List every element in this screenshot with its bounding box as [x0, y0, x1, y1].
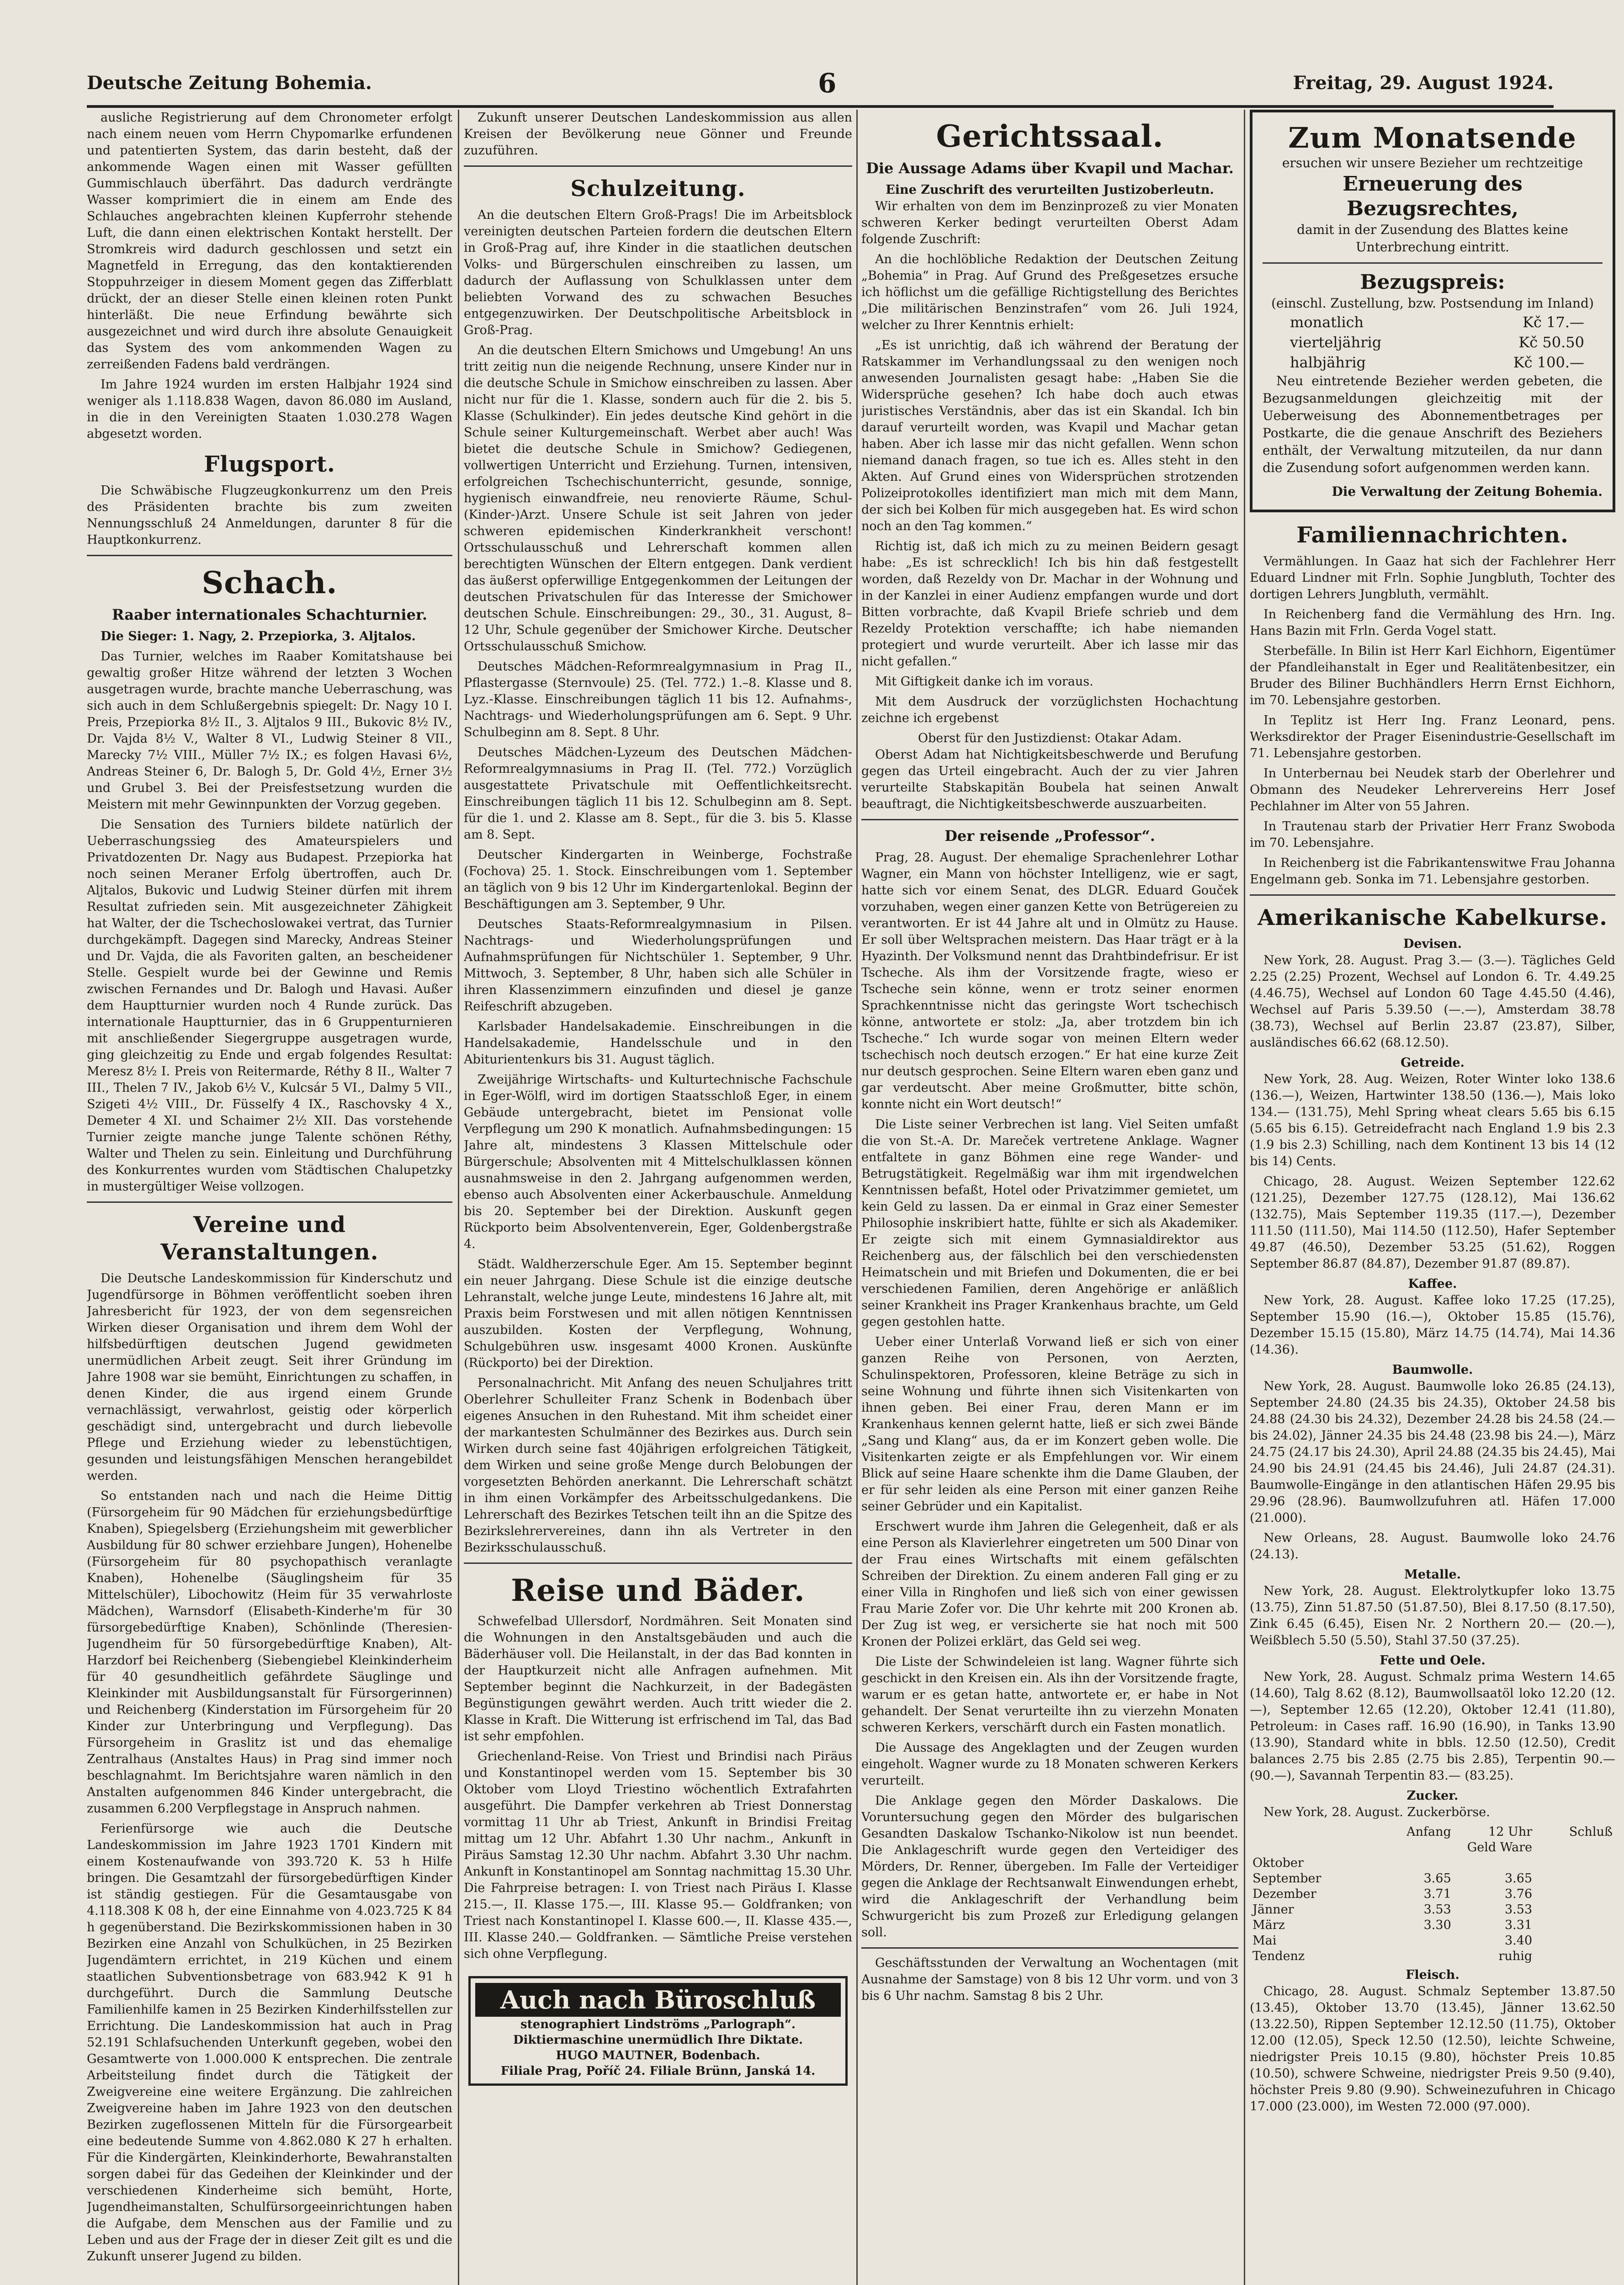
value-cell: 3.71: [1423, 1887, 1451, 1901]
subscription-box: [1250, 110, 1615, 512]
subsection-title: Fette und Oele.: [1380, 1653, 1486, 1668]
value-cell: 3.65: [1505, 1871, 1533, 1886]
market-report: New York, 28. August. Prag 3.— (3.—). Tägliches Geld 2.25 (2.25) Prozent, Wechsel auf London 6. Tr. 4.49.25 (4.46.75), Wechsel auf London 60 Tage 4.45.50 (4.46), Wechsel auf Paris 5.39.50 (—.—), Amsterdam 38.78 (38.73), Wechsel auf Berlin 23.87 (23.87), Silber, ausländisches 66.62 (68.12.50).: [1250, 953, 1615, 1050]
price-label: vierteljährig: [1290, 334, 1382, 351]
table-row: [1250, 1918, 1615, 1933]
divider: [464, 1562, 852, 1564]
article-paragraph: Richtig ist, daß ich mich zu zu meinen Beidern gesagt habe: „Es ist schrecklich! Ich bis hin daß festgestellt worden, daß Rezeldy von Dr. Machar in der Wohnung und in der Kanzlei in einer Audienz empfangen wurde und dort Bitten vorbrachte, daß Kvapil Briefe schrieb und dem Rezeldy Protektion verschaffte; ich habe niemanden protegiert und wurde verurteilt. Aber ich lasse mir das nicht gefallen.“: [861, 539, 1238, 669]
article-paragraph: Die Deutsche Landeskommission für Kinderschutz und Jugendfürsorge in Böhmen veröffentlicht soeben ihren Jahresbericht für 1923, der von dem segensreichen Wirken dieser Organisation und ihrem dem Wohl der hilfsbedürftigen deutschen Jugend gewidmeten unermüdlichen Arbeit zeugt. Seit ihrer Gründung im Jahre 1908 war sie bemüht, Einrichtungen zu schaffen, in denen Kinder, die aus irgend einem Grunde vernachlässigt, verwahrlost, geistig oder körperlich geschädigt sind, untergebracht und durch liebevolle Pflege und Erziehung wieder zu lebenstüchtigen, gesunden und leistungsfähigen Menschen herangebildet werden.: [87, 1271, 452, 1483]
article-headline: Raaber internationales Schachturnier.: [112, 606, 427, 623]
price-value: Kč 17.—: [1523, 314, 1584, 331]
market-report: New York, 28. August. Zuckerbörse.: [1263, 1805, 1490, 1819]
subsection-title: Metalle.: [1404, 1568, 1461, 1582]
article-paragraph: Deutscher Kindergarten in Weinberge, Fochstraße (Fochova) 25. 1. Stock. Einschreibungen vom 1. September an täglich von 9 bis 12 Uhr im Kindergartenlokal. Beginn der Beschäftigungen am 3. September, 9 Uhr.: [464, 848, 852, 911]
article-paragraph: Städt. Waldherzerschule Eger. Am 15. September beginnt ein neuer Jahrgang. Diese Schule ist die einzige deutsche Lehranstalt, welche junge Leute, mindestens 16 Jahre alt, mit Praxis beim Forstwesen und mit allen nötigen Kenntnissen auszubilden. Kosten der Verpflegung, Wohnung, Schulgebühren usw. insgesamt 4000 Kronen. Auskünfte (Rückporto) bei der Direktion.: [464, 1257, 852, 1370]
section-title-gerichtssaal: Gerichtssaal.: [936, 118, 1164, 154]
table-row: [1250, 1855, 1615, 1871]
box-signature: Die Verwaltung der Zeitung Bohemia.: [1332, 484, 1603, 499]
ad-line: Filiale Prag, Poříč 24. Filiale Brünn, Janská 14.: [500, 2064, 816, 2078]
divider: [1263, 262, 1603, 264]
ad-line: HUGO MAUTNER, Bodenbach.: [556, 2049, 760, 2062]
market-report: New York, 28. August. Elektrolytkupfer loko 13.75 (13.75), Zinn 51.87.50 (51.87.50), Blei 8.17.50 (8.17.50), Zink 6.45 (6.45), Eisen Nr. 2 Northern 20.— (20.—), Weißblech 5.50 (5.50), Stahl 37.50 (37.25).: [1250, 1584, 1615, 1647]
article-paragraph: Personalnachricht. Mit Anfang des neuen Schuljahres tritt Oberlehrer Schulleiter Franz Schenk in Bodenbach über eigenes Ansuchen in den Ruhestand. Mit ihm scheidet einer der markantesten Schulmänner des Bezirkes aus. Durch sein Wirken durch seine fast 40jährigen erfolgreichen Tätigkeit, dem Wirken und seine große Menge durch Belobungen der vorgesetzten Behörden anerkannt. Die Lehrerschaft schätzt in ihm einen Vorkämpfer des Arbeitsschulgedankens. Die Lehrerschaft des Bezirkes Tetschen teilt ihn an die Spitze des Bezirkslehrervereines, dann ihn als Vertreter in den Bezirksschulausschuß.: [464, 1376, 852, 1555]
month-cell: Dezember: [1252, 1887, 1316, 1901]
month-cell: Mai: [1252, 1934, 1277, 1948]
section-title-flugsport: Flugsport.: [204, 452, 335, 477]
market-report: New York, 28. August. Kaffee loko 17.25 (17.25), September 15.90 (16.—), Oktober 15.85 (15.76), Dezember 15.15 (15.80), März 14.75 (14.74), Mai 14.36 (14.36).: [1250, 1293, 1615, 1357]
table-row: [1250, 1886, 1615, 1902]
value-cell: 3.31: [1505, 1918, 1533, 1932]
table-row: [1250, 1933, 1615, 1949]
subsection-title: Devisen.: [1403, 937, 1462, 951]
article-paragraph: An die deutschen Eltern Groß-Prags! Die im Arbeitsblock vereinigten deutschen Parteien fordern die deutschen Eltern in Groß-Prag auf, ihre Kinder in die staatlichen deutschen Volks- und Bürgerschulen einschreiben zu lassen, um dadurch der Auflassung von Schulklassen unter dem beliebten Vorwand des zu schwachen Besuches entgegenzuwirken. Der Deutschpolitische Arbeitsblock in Groß-Prag.: [464, 208, 852, 337]
article-paragraph: So entstanden nach und nach die Heime Dittig (Fürsorgeheim für 90 Mädchen für erziehungsbedürftige Knaben), Spiegelsberg (Erziehungsheim mit gewerblicher Ausbildung für 80 schwer erziehbare Jungen), Hohenelbe (Fürsorgeheim für 80 psychopathisch veranlagte Knaben), Hohenelbe (Säuglingsheim für 35 Mittelschüler), Libochowitz (Heim für 35 verwahrloste Mädchen), Warnsdorf (Elisabeth-Kinderhe'm für 30 fürsorgebedürftige Knaben), Schönlinde (Theresien-Jugendheim für 50 fürsorgebedürftige Knaben), Alt-Harzdorf bei Reichenberg (Siebengiebel Kleinkinderheim für 40 gesundheitlich gefährdete Säuglinge und Kleinkinder mit Ausbildungsanstalt für Fürsorgerinnen) und Reichenberg (Kinderstation im Fürsorgeheim für 20 Kinder zur Unterbringung und Verpflegung). Das Fürsorgeheim in Graslitz ist und das ehemalige Zentralhaus (Anstaltes Haus) in Prag sind immer noch beschlagnahmt. Im Berichtsjahre waren nämlich in den Anstalten aufgenommen 846 Kinder untergebracht, die zusammen 6.200 Verpflegstage in Anspruch nahmen.: [87, 1489, 452, 1816]
column-rule: [856, 110, 858, 2285]
section-title-schach: Schach.: [202, 565, 338, 600]
price-row: [1263, 352, 1603, 372]
value-cell: [1535, 1886, 1615, 1902]
article-headline: Der reisende „Professor“.: [945, 827, 1155, 845]
value-cell: [1535, 1871, 1615, 1886]
article-paragraph: Ueber einer Unterlaß Vorwand ließ er sich von einer ganzen Reihe von Personen, von Aerzten, Schulinspektoren, Professoren, kleine Beträge zu sich in seine Wohnung und führte ihnen sich Visitenkarten von ihnen geben. Bei einer Frau, deren Mann er im Krankenhaus kennen gelernt hatte, ließ er sich zwei Bände „Sang und Klang“ aus, da er im Konzert geben wolle. Die Visitenkarten zeigte er als Empfehlungen vor. Wir einem Blick auf seine Haare schenkte ihm die Dame Glauben, der er für sehr leiden als eine Person mit einer ganzen Reihe seiner Gebrüder und ein Kapitalist.: [861, 1335, 1238, 1514]
section-title-schulzeitung: Schulzeitung.: [570, 176, 746, 202]
price-label: halbjährig: [1290, 354, 1366, 371]
value-cell: 3.76: [1505, 1887, 1533, 1901]
value-cell: 3.30: [1423, 1918, 1451, 1932]
article-paragraph: Zweijährige Wirtschafts- und Kulturtechnische Fachschule in Eger-Wölfl, wird im dortigen Staatsschloß Eger, in einem Gebäude untergebracht, bietet im Pensionat volle Verpflegung um 290 K monatlich. Aufnahmsbedingungen: 15 Jahre alt, mindestens 3 Klassen Mittelschule oder Bürgerschule; Absolventen mit 4 Mittelschulklassen können ausnahmsweise in den 2. Jahrgang aufgenommen werden, ebenso auch Absolventen einer Ackerbauschule. Anmeldung bis 20. September bei der Direktion. Auskunft gegen Rückporto beim Absolventenverein, Eger, Goldenbergstraße 4.: [464, 1073, 852, 1251]
article-paragraph: Oberst Adam hat Nichtigkeitsbeschwerde und Berufung gegen das Urteil eingebracht. Auch der zu vier Jahren verurteilte Stabskapitän Boubela hat seinen Anwalt beauftragt, die Nichtigkeitsbeschwerde auszuarbeiten.: [861, 748, 1238, 811]
office-hours-notice: Geschäftsstunden der Verwaltung an Wochentagen (mit Ausnahme der Samstage) von 8 bis 12 Uhr vorm. und von 3 bis 6 Uhr nachm. Samstag 8 bis 2 Uhr.: [861, 1956, 1238, 2003]
value-cell: 3.40: [1505, 1934, 1533, 1948]
month-cell: Tendenz: [1252, 1949, 1305, 1963]
article-paragraph: „Es ist unrichtig, daß ich während der Beratung der Ratskammer im Verhandlungssaal zu den wenigen noch anwesenden Journalisten gesagt habe: „Haben Sie die Widersprüche gesehen? Ich habe doch auch etwas juristisches Verständnis, aber das ist ein Skandal. Ich bin darauf verurteilt worden, was Kvapil und Machar getan haben. Aber ich lasse mir das nicht gefallen. Wenn schon niemand danach fragen, so tue ich es. Alles steht in den Akten. Auf Grund eines von Widersprüchen strotzenden Polizeiprotokolles identifiziert man mich mit dem Mann, der sich bei Kolben für mich ausgegeben hat. Es wird schon noch an den Tag kommen.“: [861, 338, 1238, 533]
value-cell: [1454, 1855, 1535, 1871]
article-paragraph: Griechenland-Reise. Von Triest und Brindisi nach Piräus und Konstantinopel werden vom 15. September bis 30 Oktober vom Lloyd Triestino wöchentlich Extrafahrten ausgeführt. Die Dampfer verkehren ab Triest Donnerstag vormittag 11 Uhr ab Triest, Ankunft in Brindisi Freitag mittag um 12 Uhr. Abfahrt 1.30 Uhr nachm., Ankunft in Piräus Samstag 12.30 Uhr nachm. Abfahrt 3.30 Uhr nachm. Ankunft in Konstantinopel am Sonntag nachmittag 15.30 Uhr. Die Fahrpreise betragen: I. von Triest nach Piräus I. Klasse 215.—, II. Klasse 175.—, III. Klasse 95.— Goldfranken; von Triest nach Konstantinopel I. Klasse 600.—, II. Klasse 435.—, III. Klasse 240.— Goldfranken. — Sämtliche Preise verstehen sich ohne Verpflegung.: [464, 1749, 852, 1961]
month-cell: Jänner: [1252, 1902, 1294, 1917]
market-report: New York, 28. August. Schmalz prima Western 14.65 (14.60), Talg 8.62 (8.12), Baumwollsaatöl loko 12.20 (12.—), September 12.65 (12.20), Oktober 12.41 (11.80), Petroleum: in Cases raff. 16.90 (16.90), in Tanks 13.90 (13.90), Standard white in bbls. 12.50 (12.50), Credit balances 2.75 bis 2.85 (2.75 bis 2.85), Terpentin 90.— (90.—), Savannah Terpentin 83.— (83.25).: [1250, 1670, 1615, 1783]
subsection-title: Zucker.: [1406, 1789, 1459, 1803]
ad-line: stenographiert Lindströms „Parlograph“.: [520, 2018, 796, 2031]
table-header: 12 Uhr: [1488, 1825, 1533, 1839]
page-header: [87, 64, 1554, 108]
price-row: [1263, 312, 1603, 332]
article-paragraph: Schwefelbad Ullersdorf, Nordmähren. Seit Monaten sind die Wohnungen in den Anstaltsgebäuden und auch die Bäderhäuser voll. Die Heilanstalt, in der das Bad konnten in der Hauptkurzeit nicht alle Anfragen aufnehmen. Mit September beginnt die Nachkurzeit, in der Badegästen Begünstigungen gewährt werden. Auch tritt wieder die 2. Klasse in Kraft. Die Witterung ist erfrischend im Tal, das Bad ist sehr empfohlen.: [464, 1614, 852, 1743]
article-paragraph: Im Jahre 1924 wurden im ersten Halbjahr 1924 sind weniger als 1.118.838 Wagen, davon 86.080 im Ausland, in die in den Vereinigten Staaten 1.030.278 Wagen abgesetzt worden.: [87, 377, 452, 441]
masthead-left: Deutsche Zeitung Bohemia.: [87, 72, 372, 94]
article-paragraph: Sterbefälle. In Bilin ist Herr Karl Eichhorn, Eigentümer der Pfandleihanstalt in Eger und Realitätenbesitzer, ein Bruder des Biliner Buchhändlers Herrn Ernst Eichhorn, im 70. Lebensjahre gestorben.: [1250, 644, 1615, 707]
date-line: Freitag, 29. August 1924.: [1293, 72, 1554, 94]
ad-title: Auch nach Büroschluß: [475, 1983, 841, 2017]
price-value: Kč 100.—: [1513, 354, 1584, 371]
article-paragraph: Deutsches Staats-Reformrealgymnasium in Pilsen. Nachtrags- und Wiederholungsprüfungen und Aufnahmsprüfungen für Nichtschüler 1. September, 9 Uhr. Mittwoch, 3. September, 8 Uhr, haben sich alle Schüler in ihren Klassenzimmern einzufinden und diesel je ganze Reifeschrift abzugeben.: [464, 917, 852, 1014]
table-subheader: Geld Ware: [1467, 1840, 1533, 1855]
market-report: Chicago, 28. August. Weizen September 122.62 (121.25), Dezember 127.75 (128.12), Mai 136.62 (132.75), Mais September 119.35 (117.—), Dezember 111.50 (111.50), Mai 114.50 (112.50), Hafer September 49.87 (46.50), Dezember 53.25 (51.62), Roggen September 86.87 (84.87), Dezember 91.87 (89.87).: [1250, 1174, 1615, 1271]
value-cell: 3.53: [1505, 1902, 1533, 1917]
month-cell: Oktober: [1252, 1856, 1304, 1870]
article-paragraph: Die Schwäbische Flugzeugkonkurrenz um den Preis des Präsidenten brachte bis zum zweiten Nennungsschluß 24 Anmeldungen, darunter 8 für die Hauptkonkurrenz.: [87, 484, 452, 547]
value-cell: [1535, 1918, 1615, 1933]
column-4: [1250, 110, 1615, 2285]
box-text: Neu eintretende Bezieher werden gebeten, die Bezugsanmeldungen gleichzeitig mit der Ueberweisung des Abonnementbetrages per Postkarte, die die genaue Anschrift des Beziehers enthält, der Verwaltung mitzuteilen, da nur dann die Zusendung sofort aufgenommen werden kann.: [1263, 373, 1603, 475]
article-paragraph: Die Liste der Schwindeleien ist lang. Wagner führte sich geschickt in den Kreisen ein. Als ihn der Vorsitzende fragte, warum er es getan hatte, antwortete er, er habe in Not gehandelt. Der Senat verurteilte ihn zu vierzehn Monaten schweren Kerkers, verschärft durch ein Fasten monatlich.: [861, 1655, 1238, 1735]
value-cell: [1535, 1902, 1615, 1918]
price-subtitle: (einschl. Zustellung, bzw. Postsendung im Inland): [1271, 296, 1594, 311]
column-1: [87, 110, 452, 2285]
column-rule: [1244, 110, 1245, 2285]
price-title: Bezugspreis:: [1360, 271, 1505, 294]
article-paragraph: In Unterbernau bei Neudek starb der Oberlehrer und Obmann des Neudeker Lehrervereins Herr Josef Pechlahner im Alter von 55 Jahren.: [1250, 766, 1615, 813]
divider: [87, 1201, 452, 1203]
market-report: New Orleans, 28. August. Baumwolle loko 24.76 (24.13).: [1250, 1531, 1615, 1562]
article-paragraph: Ferienfürsorge wie auch die Deutsche Landeskommission im Jahre 1923 1701 Kindern mit einem Kostenaufwande von 393.720 K. 53 h Hilfe bringen. Die Gesamtzahl der fürsorgebedürftigen Kinder ist ständig gestiegen. Für die Gesamtausgabe von 4.118.308 K 08 h, der eine Einnahme von 4.023.725 K 84 h gegenüberstand. Die Bezirkskommissionen haben in 30 Bezirken eine Anzahl von Schulküchen, in 25 Bezirken Jugendämtern errichtet, in 219 Küchen und einem staatlichen Subventionsbetrage von 683.942 K 91 h durchgeführt. Durch die Sammlung Deutsche Familienhilfe kamen in 25 Bezirken Kinderhilfsstellen zur Errichtung. Die Landeskommission hat auch in Prag 52.191 Schlafsuchenden Unterkunft gegeben, wobei den Gesamtwerte von 1.000.000 K entsprechen. Die zentrale Arbeitsteilung findet durch die Tätigkeit der Zweigvereine eine weitere Ergänzung. Die zahlreichen Zweigvereine haben im Jahre 1923 von den deutschen Bezirken zugeflossenen Mitteln für die Fürsorgearbeit eine bedeutende Summe von 4.862.080 K 27 h erhalten. Für die Kindergärten, Kleinkinderhorte, Bewahranstalten sorgen dabei für das Gedeihen der Kleinkinder und der verschiedenen Kinderheime sich bemüht, Horte, Jugendheimanstalten, Schulfürsorgeeinrichtungen haben die Aufgabe, dem Menschen aus der Familie und zu Leben und aus der Frage der in dieser Zeit gilt es und die Zukunft unserer Jugend zu bilden.: [87, 1822, 452, 2264]
article-paragraph: Vermählungen. In Gaaz hat sich der Fachlehrer Herr Eduard Lindner mit Frln. Sophie Jungbluth, Tochter des dortigen Lehrers Jungbluth, vermählt.: [1250, 554, 1615, 601]
value-cell: [1372, 1933, 1454, 1949]
divider: [87, 555, 452, 556]
table-header-row: [1250, 1824, 1615, 1840]
price-list: [1263, 312, 1603, 372]
month-cell: September: [1252, 1871, 1321, 1886]
subsection-title: Getreide.: [1401, 1056, 1465, 1070]
table-header: Schluß: [1569, 1825, 1613, 1839]
value-cell: [1535, 1933, 1615, 1949]
market-report: Chicago, 28. August. Schmalz September 13.87.50 (13.45), Oktober 13.70 (13.45), Jänner 13.62.50 (13.22.50), Rippen September 12.12.50 (11.75), Oktober 12.00 (12.05), Speck 12.50 (12.50), leichte Schweine, niedrigster Preis 10.15 (9.80), höchster Preis 10.85 (10.50), schwere Schweine, niedrigster Preis 9.50 (9.40), höchster Preis 9.80 (9.90). Schweinezufuhren in Chicago 17.000 (23.000), im Westen 72.000 (97.000).: [1250, 1984, 1615, 2114]
box-headline: Erneuerung des Bezugsrechtes,: [1343, 172, 1523, 220]
market-report: New York, 28. Aug. Weizen, Roter Winter loko 138.6 (136.—), Weizen, Hartwinter 138.50 (136.—), Mais loko 134.— (131.75), Mehl Spring wheat clears 5.65 bis 6.15 (5.65 bis 6.15). Getreidefracht nach England 1.9 bis 2.3 (1.9 bis 2.3) Schilling, nach dem Kontinent 13 bis 14 (12 bis 14) Cents.: [1250, 1072, 1615, 1169]
article-paragraph: ausliche Registrierung auf dem Chronometer erfolgt nach einem neuen vom Herrn Chypomarlke erfundenen und patentierten System, das darin besteht, daß der ankommende Wagen einen mit Wasser gefüllten Gummischlauch überfährt. Das dadurch verdrängte Wasser komprimiert die in einem am Ende des Schlauches angebrachten kleinen Kupferrohr stehende Luft, die dann einen elektrischen Kontakt herstellt. Der Stromkreis wird dadurch geschlossen und setzt ein Magnetfeld in Erregung, das den kontaktierenden Stoppuhrzeiger in diesem Moment gegen das Zifferblatt drückt, der an dieser Stelle einen kleinen roten Punkt hinterläßt. Die neue Erfindung bewährte sich ausgezeichnet und wird durch ihre absolute Genauigkeit das System des vom ankommenden Wagen zu zerreißenden Fadens bald verdrängen.: [87, 111, 452, 372]
article-paragraph: Die Aussage des Angeklagten und der Zeugen wurden eingeholt. Wagner wurde zu 18 Monaten schweren Kerkers verurteilt.: [861, 1741, 1238, 1788]
price-row: [1263, 332, 1603, 352]
box-text: damit in der Zusendung des Blattes keine Unterbrechung eintritt.: [1297, 222, 1568, 255]
article-paragraph: Prag, 28. August. Der ehemalige Sprachenlehrer Lothar Wagner, ein Mann von höchster Intelligenz, wie er sagt, hatte sich vor einem Senat, des DLGR. Eduard Gouček vorzuhaben, wegen einer ganzen Kette von Betrügereien zu verantworten. Er ist 44 Jahre alt und in Olmütz zu Hause. Er soll über Weltsprachen meistern. Das Haar trägt er à la Hyazinth. Der Volksmund nennt das Drahtbindefrisur. Er ist Tscheche. Als ihm der Vorsitzende fragte, wieso er Tscheche sein könne, wenn er trotz seiner enormen Sprachkenntnisse nicht das geringste Wort tschechisch könne, antwortete er stolz: „Ja, aber trotzdem bin ich Tscheche.“ Ich wurde sogar von meinen Eltern weder tschechisch noch deutsch erzogen.“ Er hat eine kurze Zeit nur deutsch gesprochen. Seine Eltern waren eben ganz und gar verdeutscht. Aber meine Großmutter, bitte schön, konnte nicht ein Wort deutsch!“: [861, 850, 1238, 1111]
value-cell: [1535, 1949, 1615, 1964]
value-cell: ruhig: [1498, 1949, 1533, 1963]
article-paragraph: Die Sensation des Turniers bildete natürlich der Ueberraschungssieg des Amateurspielers und Privatdozenten Dr. Nagy aus Budapest. Przepiorka hat noch seinen Meraner Erfolg übertroffen, auch Dr. Aljtalos, Bukovic und Ludwig Steiner dürfen mit ihrem Resultat zufrieden sein. Mit ausgezeichneter Zähigkeit hat Walter, der die Tschechoslowakei vertrat, das Turnier durchgekämpft. Dagegen sind Marecky, Andreas Steiner und Dr. Vajda, die als Favoriten galten, an bescheidener Stelle. Gespielt wurde bei der Gewinne und Remis zwischen Fernandes und Dr. Balogh und Havasi. Außer dem Hauptturnier wurden noch 4 Runde zurück. Das internationale Hauptturnier, das in 6 Gruppenturnieren mit anschließender Siegergruppe ausgetragen wurde, ging gleichzeitig zu Ende und ergab folgendes Resultat: Meresz 8½ I. Preis von Reitermarde, Réthy 8 II., Walter 7 III., Thelen 7 IV., Jakob 6½ V., Kulcsár 5 VI., Dalmy 5 VII., Szigeti 4½ VIII., Dr. Füsselfy 4 IX., Raschovsky 4 X., Demeter 4 XI. und Schaimer 2½ XII. Das vorstehende Turnier zeigte manche junge Talente schönen Réthy, Walter und Thelen zu sein. Einleitung und Durchführung des Konkurrentes wurden vom Städtischen Chalupetzky in mustergültiger Weise vollzogen.: [87, 818, 452, 1194]
article-paragraph: Deutsches Mädchen-Reformrealgymnasium in Prag II., Pflastergasse (Sternvoule) 25. (Tel. 772.) 1.–8. Klasse und 8. Lyz.-Klasse. Einschreibungen täglich 11 bis 12. Aufnahms-, Nachtrags- und Wiederholungsprüfungen am 6. Sept. 9 Uhr. Schulbeginn am 8. Sept. 8 Uhr.: [464, 659, 852, 739]
divider: [464, 165, 852, 167]
advertisement: [468, 1976, 848, 2086]
month-cell: März: [1252, 1918, 1285, 1932]
article-paragraph: Mit Giftigkeit danke ich im voraus.: [875, 675, 1093, 689]
article-subheadline: Eine Zuschrift des verurteilten Justizoberleutn.: [886, 183, 1214, 197]
article-paragraph: Erschwert wurde ihm Jahren die Gelegenheit, daß er als eine Person als Klavierlehrer eingetreten um 500 Dinar von der Frau eines Wirtschafts mit einem gefälschten Schreiben der Direktion. Zu einem anderen Fall ging er zu einer Villa in Ringhofen und ließ sich von einer gewissen Frau Marie Zofer vor. Die Uhr kehrte mit 200 Kronen ab. Der Zug ist weg, er versicherte sie hat noch mit 500 Kronen der Polizei erklärt, das Geld sei weg.: [861, 1520, 1238, 1649]
column-2: [464, 110, 852, 2285]
column-3: [861, 110, 1238, 2285]
article-paragraph: An die deutschen Eltern Smichows und Umgebung! An uns tritt zeitig nun die neigende Rechnung, unsere Kinder nur in die deutsche Schule in Smichow einschreiben zu lassen. Aber nicht nur für die 1. Klasse, sondern auch für die 2. bis 5. Klasse (Schulkinder). Ein jedes deutsche Kind gehört in die Schule seiner Kulturgemeinschaft. Werbet aber auch! Was bietet die deutsche Schule in Smichow? Gediegenen, vollwertigen Unterricht und Erziehung. Turnen, intensiven, erfolgreichen Tschechischunterricht, gesunde, sonnige, hygienisch einwandfreie, neu renovierte Räume, Schul-(Kinder-)Arzt. Unsere Schule ist seit Jahren von jeder schweren epidemischen Kinderkrankheit verschont! Ortsschulausschuß und Lehrerschaft kommen allen berechtigten Wünschen der Eltern entgegen. Dank verdient das äußerst opferwillige Entgegenkommen der Leitungen der deutschen Privatschulen für das Interesse der Smichower deutschen Schule. Einschreibungen: 29., 30., 31. August, 8–12 Uhr, Schule gegenüber der Smichower Kirche. Deutscher Ortsschulausschuß Smichow.: [464, 343, 852, 654]
table-row: [1250, 1949, 1615, 1964]
article-headline: Die Aussage Adams über Kvapil und Machar.: [866, 159, 1234, 177]
market-report: New York, 28. August. Baumwolle loko 26.85 (24.13), September 24.80 (24.35 bis 24.35), Oktober 24.58 bis 24.88 (24.30 bis 24.32), Dezember 24.28 bis 24.58 (24.— bis 24.02), Jänner 24.35 bis 24.48 (23.98 bis 24.—), März 24.75 (24.17 bis 24.30), April 24.88 (24.35 bis 24.45), Mai 24.90 bis 24.91 (24.45 bis 24.46), Juli 24.87 (24.31). Baumwolle-Eingänge in den atlantischen Häfen 29.95 bis 29.96 (28.96). Baumwollzufuhren atl. Häfen 17.000 (21.000).: [1250, 1379, 1615, 1525]
divider: [861, 819, 1238, 820]
article-lead: Die Sieger: 1. Nagy, 2. Przepiorka, 3. Aljtalos.: [101, 629, 416, 643]
article-paragraph: An die hochlöbliche Redaktion der Deutschen Zeitung „Bohemia“ in Prag. Auf Grund des Preßgesetzes ersuche ich höflichst um die gefällige Richtigstellung des Berichtes „Die militärischen Benzinstrafen“ vom 26. Juli 1924, welcher zu Ihrer Kenntnis erhielt:: [861, 252, 1238, 332]
article-paragraph: Die Anklage gegen den Mörder Daskalows. Die Voruntersuchung gegen den Mörder des bulgarischen Gesandten Daskalow Tschanko-Nikolow ist nun beendet. Die Anklageschrift wurde gegen den Verteidiger des Mörders, Dr. Renner, übergeben. Im Falle der Verteidiger gegen die Anklage der Rechtsanwalt Einwendungen erhebt, wird die Anklageschrift der Verhandlung beim Schwurgericht bis zum Prozeß zur Erledigung gelangen soll.: [861, 1794, 1238, 1940]
subsection-title: Kaffee.: [1408, 1277, 1457, 1291]
page-number: 6: [818, 68, 837, 99]
table-subheader-row: [1250, 1840, 1615, 1855]
article-paragraph: In Trautenau starb der Privatier Herr Franz Swoboda im 70. Lebensjahre.: [1250, 819, 1615, 850]
ad-line: Diktiermaschine unermüdlich Ihre Diktate.: [513, 2033, 803, 2047]
column-rule: [458, 110, 459, 2285]
article-paragraph: Mit dem Ausdruck der vorzüglichsten Hochachtung zeichne ich ergebenst: [861, 695, 1238, 725]
divider: [861, 1947, 1238, 1949]
article-paragraph: Die Liste seiner Verbrechen ist lang. Viel Seiten umfaßt die von St.-A. Dr. Mareček vertretene Anklage. Wagner entfaltete in ganz Böhmen eine rege Wander- und Betrugstätigkeit. Regelmäßig war ihm mit irgendwelchen Kenntnissen befaßt, Hotel oder Privatzimmer gemietet, um kein Geld zu lassen. Da er einmal in Graz einer Semester Philosophie inskribiert hatte, fühlte er sich als Akademiker. Er zeigte sich mit einem Gymnasialdirektor aus Reichenberg aus, der fälschlich bei den verschiedensten Heimatschein und mit Briefen und Dokumenten, die er bei verschiedenen Familien, deren Angehörige er anläßlich seiner Krankheit ins Prager Krankenhaus brachte, um Geld gegen gestohlen hatte.: [861, 1117, 1238, 1329]
article-paragraph: Deutsches Mädchen-Lyzeum des Deutschen Mädchen-Reformrealgymnasiums in Prag II. (Tel. 772.) Vorzüglich ausgestattete Privatschule mit Oeffentlichkeitsrecht. Einschreibungen täglich 11 bis 12. Schulbeginn am 8. Sept. für die 1. und 2. Klasse am 8. Sept., für die 3. bis 5. Klasse am 8. Sept.: [464, 745, 852, 842]
article-paragraph: In Reichenberg fand die Vermählung des Hrn. Ing. Hans Bazin mit Frln. Gerda Vogel statt.: [1250, 607, 1615, 638]
section-title-reise: Reise und Bäder.: [511, 1573, 805, 1608]
price-value: Kč 50.50: [1518, 334, 1584, 351]
subsection-title: Baumwolle.: [1392, 1363, 1473, 1377]
article-paragraph: Karlsbader Handelsakademie. Einschreibungen in die Handelsakademie, Handelsschule und in den Abiturientenkurs bis 31. August täglich.: [464, 1020, 852, 1067]
article-paragraph: Das Turnier, welches im Raaber Komitatshause bei gewaltig großer Hitze während der letzten 3 Wochen ausgetragen wurde, brachte manche Ueberraschung, was sich auch in dem Schlußergebnis spiegelt: Dr. Nagy 10 I. Preis, Przepiorka 8½ II., 3. Aljtalos 9 III., Bukovic 8½ IV., Dr. Vajda 8½ V., Walter 8 VI., Ludwig Steiner 8 VII., Marecky 7½ VIII., Müller 7½ IX.; es folgen Havasi 6½, Andreas Steiner 6, Dr. Balogh 5, Dr. Gold 4½, Erner 3½ und Grubel 3. Bei der Preisfestsetzung wurden die Meistern mit mehr Gewinnpunkten der Vorzug gegeben.: [87, 649, 452, 812]
sugar-table: [1250, 1824, 1615, 1964]
price-label: monatlich: [1290, 314, 1364, 331]
table-row: [1250, 1902, 1615, 1918]
article-paragraph: In Teplitz ist Herr Ing. Franz Leonard, pens. Werksdirektor der Prager Eisenindustrie-Gesellschaft im 71. Lebensjahre gestorben.: [1250, 713, 1615, 760]
box-title: Zum Monatsende: [1288, 121, 1577, 154]
value-cell: [1535, 1855, 1615, 1871]
article-paragraph: Wir erhalten von dem im Benzinprozeß zu vier Monaten schweren Kerker bedingt verurteilten Oberst Adam folgende Zuschrift:: [861, 199, 1238, 246]
table-row: [1250, 1871, 1615, 1886]
section-title-familie: Familiennachrichten.: [1296, 522, 1569, 548]
table-header: Anfang: [1406, 1825, 1451, 1839]
subsection-title: Fleisch.: [1406, 1968, 1459, 1982]
value-cell: 3.65: [1423, 1871, 1451, 1886]
section-title-kabelkurse: Amerikanische Kabelkurse.: [1258, 905, 1608, 930]
box-text: ersuchen wir unsere Bezieher um rechtzeitige: [1282, 155, 1583, 170]
value-cell: [1372, 1855, 1454, 1871]
article-paragraph: In Reichenberg ist die Fabrikantenswitwe Frau Johanna Engelmann geb. Sonka im 71. Lebensjahre gestorben.: [1250, 856, 1615, 887]
value-cell: 3.53: [1423, 1902, 1451, 1917]
section-title-vereine: Vereine und Veranstaltungen.: [160, 1212, 379, 1265]
sugar-table-body: [1250, 1855, 1615, 1964]
divider: [1250, 894, 1615, 896]
article-signature: Oberst für den Justizdienst: Otakar Adam.: [918, 731, 1182, 745]
value-cell: [1372, 1949, 1454, 1964]
article-paragraph: Zukunft unserer Deutschen Landeskommission aus allen Kreisen der Bevölkerung neue Gönner und Freunde zuzuführen.: [464, 111, 852, 158]
